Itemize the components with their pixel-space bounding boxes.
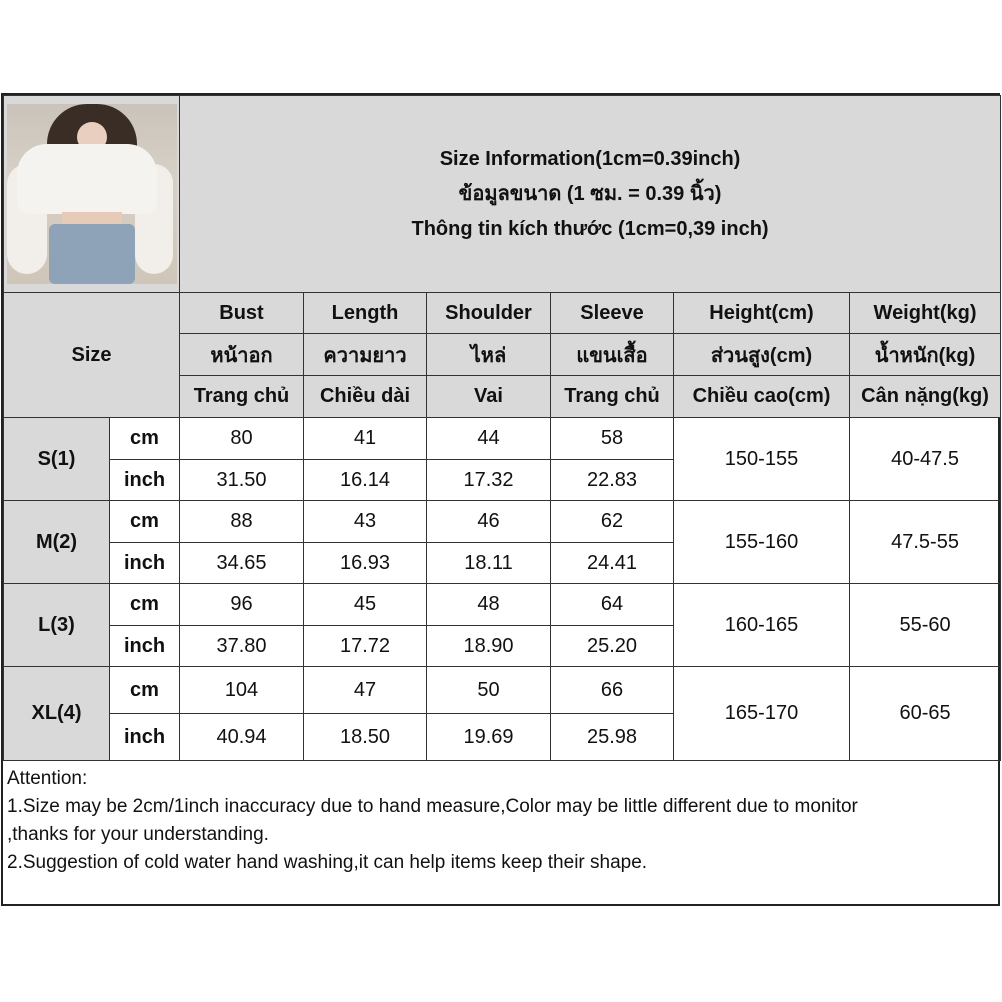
table-cell: 34.65	[180, 543, 304, 584]
header-bust-th: หน้าอก	[180, 334, 304, 376]
weight-cell: 60-65	[850, 667, 1001, 761]
size-label: L(3)	[4, 584, 110, 667]
header-shoulder-th: ไหล่	[427, 334, 551, 376]
table-cell: 44	[427, 418, 551, 460]
attention-heading: Attention:	[7, 768, 88, 789]
size-column-header: Size	[4, 293, 180, 418]
table-cell: 62	[551, 501, 674, 543]
table-row	[4, 418, 1001, 460]
unit-label: inch	[110, 460, 180, 501]
table-cell: 96	[180, 584, 304, 626]
header-height-th: ส่วนสูง(cm)	[674, 334, 850, 376]
attention-line-1: 1.Size may be 2cm/1inch inaccuracy due to hand measure,Color may be little different due to monitor	[7, 796, 858, 817]
unit-label: cm	[110, 501, 180, 543]
header-bust-en: Bust	[180, 293, 304, 334]
header-weight-en: Weight(kg)	[850, 293, 1001, 334]
height-cell: 160-165	[674, 584, 850, 667]
unit-label: cm	[110, 667, 180, 714]
table-cell: 25.20	[551, 626, 674, 667]
size-label: M(2)	[4, 501, 110, 584]
weight-cell: 55-60	[850, 584, 1001, 667]
weight-cell: 47.5-55	[850, 501, 1001, 584]
product-photo-cell	[4, 96, 180, 293]
attention-line-2: ,thanks for your understanding.	[7, 824, 269, 845]
table-row	[4, 584, 1001, 626]
size-information-title	[180, 96, 1001, 293]
table-cell: 50	[427, 667, 551, 714]
weight-cell: 40-47.5	[850, 418, 1001, 501]
table-cell: 18.11	[427, 543, 551, 584]
header-sleeve-en: Sleeve	[551, 293, 674, 334]
size-chart	[1, 93, 1000, 906]
table-cell: 104	[180, 667, 304, 714]
product-photo	[7, 104, 177, 284]
table-cell: 58	[551, 418, 674, 460]
table-cell: 31.50	[180, 460, 304, 501]
header-shoulder-en: Shoulder	[427, 293, 551, 334]
table-cell: 80	[180, 418, 304, 460]
title-thai: ข้อมูลขนาด (1 ซม. = 0.39 นิ้ว)	[458, 182, 722, 205]
unit-label: inch	[110, 626, 180, 667]
table-cell: 46	[427, 501, 551, 543]
header-length-en: Length	[304, 293, 427, 334]
size-table	[3, 95, 1001, 761]
table-row	[4, 667, 1001, 714]
table-cell: 47	[304, 667, 427, 714]
unit-label: inch	[110, 543, 180, 584]
header-height-vi: Chiều cao(cm)	[674, 376, 850, 418]
header-length-th: ความยาว	[304, 334, 427, 376]
table-cell: 45	[304, 584, 427, 626]
header-weight-th: น้ำหนัก(kg)	[850, 334, 1001, 376]
table-cell: 16.14	[304, 460, 427, 501]
table-cell: 24.41	[551, 543, 674, 584]
title-vietnamese: Thông tin kích thước (1cm=0,39 inch)	[411, 217, 769, 240]
attention-note	[3, 765, 998, 904]
header-sleeve-vi: Trang chủ	[551, 376, 674, 418]
height-cell: 150-155	[674, 418, 850, 501]
unit-label: cm	[110, 584, 180, 626]
header-bust-vi: Trang chủ	[180, 376, 304, 418]
table-cell: 64	[551, 584, 674, 626]
table-cell: 18.50	[304, 714, 427, 761]
table-cell: 41	[304, 418, 427, 460]
header-weight-vi: Cân nặng(kg)	[850, 376, 1001, 418]
table-cell: 22.83	[551, 460, 674, 501]
table-cell: 88	[180, 501, 304, 543]
table-cell: 17.72	[304, 626, 427, 667]
header-sleeve-th: แขนเสื้อ	[551, 334, 674, 376]
header-height-en: Height(cm)	[674, 293, 850, 334]
table-cell: 37.80	[180, 626, 304, 667]
size-label: XL(4)	[4, 667, 110, 761]
size-label: S(1)	[4, 418, 110, 501]
unit-label: cm	[110, 418, 180, 460]
table-cell: 18.90	[427, 626, 551, 667]
attention-line-3: 2.Suggestion of cold water hand washing,it can help items keep their shape.	[7, 852, 648, 873]
header-length-vi: Chiều dài	[304, 376, 427, 418]
table-cell: 17.32	[427, 460, 551, 501]
height-cell: 155-160	[674, 501, 850, 584]
table-cell: 16.93	[304, 543, 427, 584]
table-row	[4, 501, 1001, 543]
unit-label: inch	[110, 714, 180, 761]
table-cell: 43	[304, 501, 427, 543]
table-cell: 48	[427, 584, 551, 626]
title-english: Size Information(1cm=0.39inch)	[439, 147, 741, 170]
table-cell: 19.69	[427, 714, 551, 761]
table-cell: 25.98	[551, 714, 674, 761]
table-cell: 66	[551, 667, 674, 714]
height-cell: 165-170	[674, 667, 850, 761]
header-shoulder-vi: Vai	[427, 376, 551, 418]
table-cell: 40.94	[180, 714, 304, 761]
